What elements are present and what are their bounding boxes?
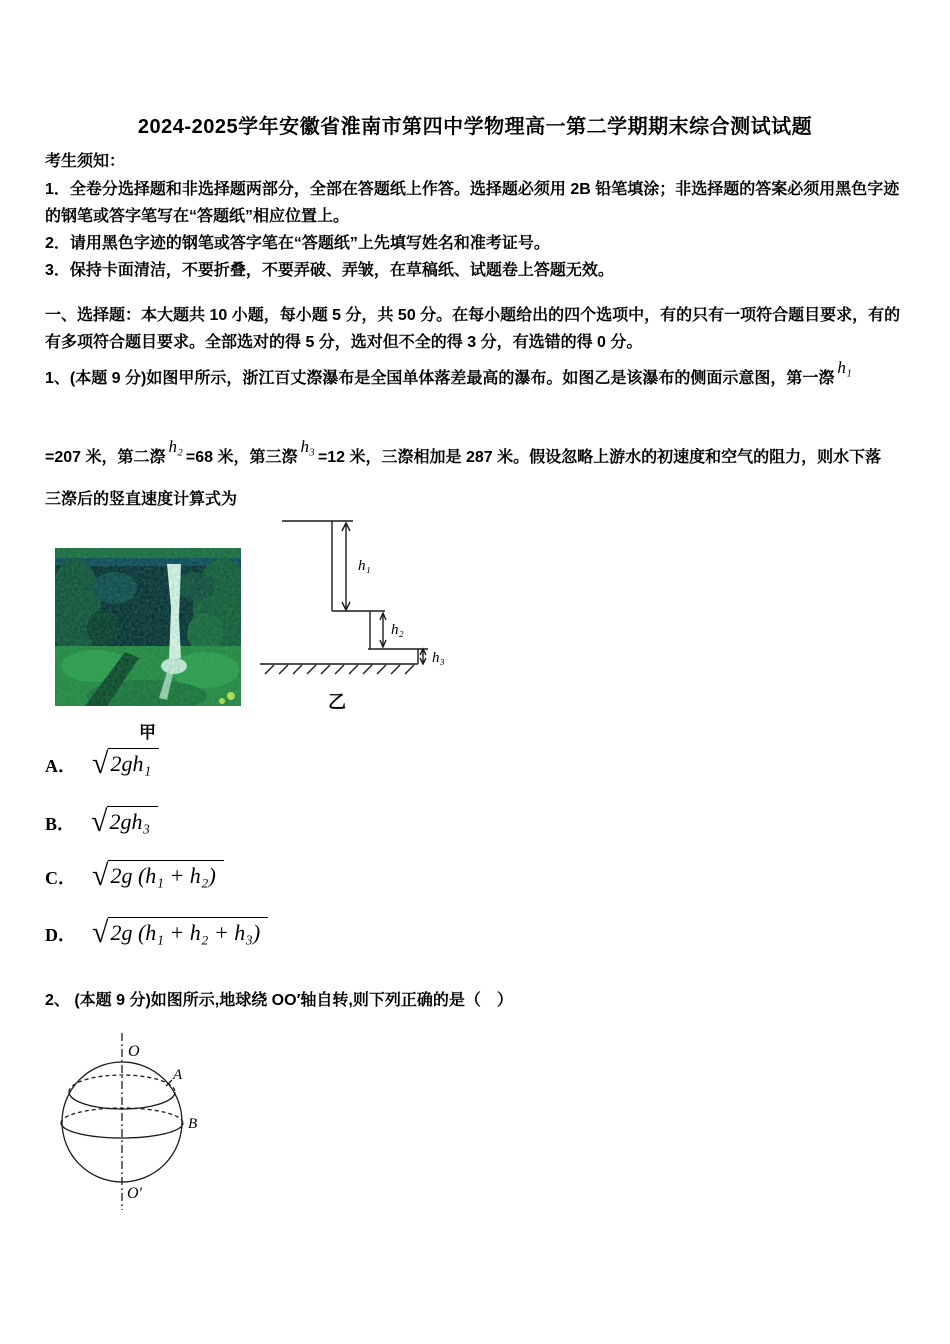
q1-option-d — [45, 917, 268, 961]
diagram-h3-label: h₃ — [432, 650, 445, 666]
sqrt-sign: √ — [91, 805, 108, 838]
diagram-h2-label: h₂ — [391, 622, 404, 638]
globe-rotation-diagram — [35, 1030, 240, 1220]
q1-option-b — [45, 806, 158, 850]
q1-h2-symbol: h₂ — [168, 437, 183, 456]
notice-item-1: 1．全卷分选择题和非选择题两部分，全部在答题纸上作答。选择题必须用 2B 铅笔填涂；非选择题的答案必须用黑色字迹的钢笔或答字笔写在“答题纸”相应位置上。 — [45, 181, 900, 225]
notice-heading: 考生须知： — [45, 153, 126, 170]
figure-yi-label: 乙 — [328, 692, 346, 712]
diagram-h1-label: h₁ — [358, 558, 371, 574]
sqrt-sign: √ — [92, 747, 109, 780]
q1-line1-text: 1、(本题 9 分)如图甲所示，浙江百丈漈瀑布是全国单体落差最高的瀑布。如图乙是该瀑布的侧面示意图，第一漈 — [45, 370, 835, 387]
option-b-label: B． — [45, 814, 76, 834]
q2-text: 2、 (本题 9 分)如图所示,地球绕 OO′轴自转,则下列正确的是（ ） — [45, 992, 513, 1009]
option-b-formula: √ 2gh₃ — [91, 806, 158, 836]
figure-jia-label: 甲 — [139, 723, 156, 742]
q1-option-a — [45, 748, 159, 792]
q1-text-line1 — [45, 358, 911, 392]
option-a-label: A． — [45, 756, 76, 776]
globe-axis-top-label: O — [128, 1043, 140, 1060]
option-d-formula: √ 2g (h₁ + h₂ + h₃) — [92, 917, 268, 947]
globe-axis-bottom-label: O′ — [127, 1185, 143, 1202]
q1-text-line2 — [45, 437, 911, 471]
page-title: 2024-2025学年安徽省淮南市第四中学物理高一第二学期期末综合测试试题 — [137, 116, 813, 138]
q1-line2c-text: =12 米，三漈相加是 287 米。假设忽略上游水的初速度和空气的阻力，则水下落 — [317, 449, 882, 466]
q1-option-c — [45, 860, 224, 904]
globe-point-a-label: A — [173, 1067, 183, 1083]
q1-line2b-text: =68 米，第三漈 — [185, 449, 298, 466]
globe-point-b-label: B — [188, 1116, 198, 1132]
waterfall-step-diagram — [252, 510, 467, 715]
notice-item-3: 3．保持卡面清洁，不要折叠，不要弄破、弄皱，在草稿纸、试题卷上答题无效。 — [45, 262, 614, 279]
waterfall-photo — [55, 548, 241, 706]
notice-item-2: 2．请用黑色字迹的钢笔或答字笔在“答题纸”上先填写姓名和准考证号。 — [45, 235, 550, 252]
section-1-intro: 一、选择题：本大题共 10 小题，每小题 5 分，共 50 分。在每小题给出的四个选项中，有的只有一项符合题目要求，有的有多项符合题目要求。全部选对的得 5 分，选对但不全的得 3 分，有选错的得 0 分。 — [45, 307, 901, 351]
q1-h1-symbol: h₁ — [837, 358, 852, 377]
sqrt-sign: √ — [92, 916, 109, 949]
sqrt-sign: √ — [92, 859, 109, 892]
q1-line2a-text: =207 米，第二漈 — [45, 449, 166, 466]
option-c-label: C． — [45, 868, 76, 888]
q1-text-line3: 三漈后的竖直速度计算式为 — [45, 491, 238, 508]
option-a-formula: √ 2gh₁ — [92, 748, 159, 778]
option-c-formula: √ 2g (h₁ + h₂) — [92, 860, 224, 890]
q1-h3-symbol: h₃ — [300, 437, 315, 456]
option-d-label: D． — [45, 925, 76, 945]
